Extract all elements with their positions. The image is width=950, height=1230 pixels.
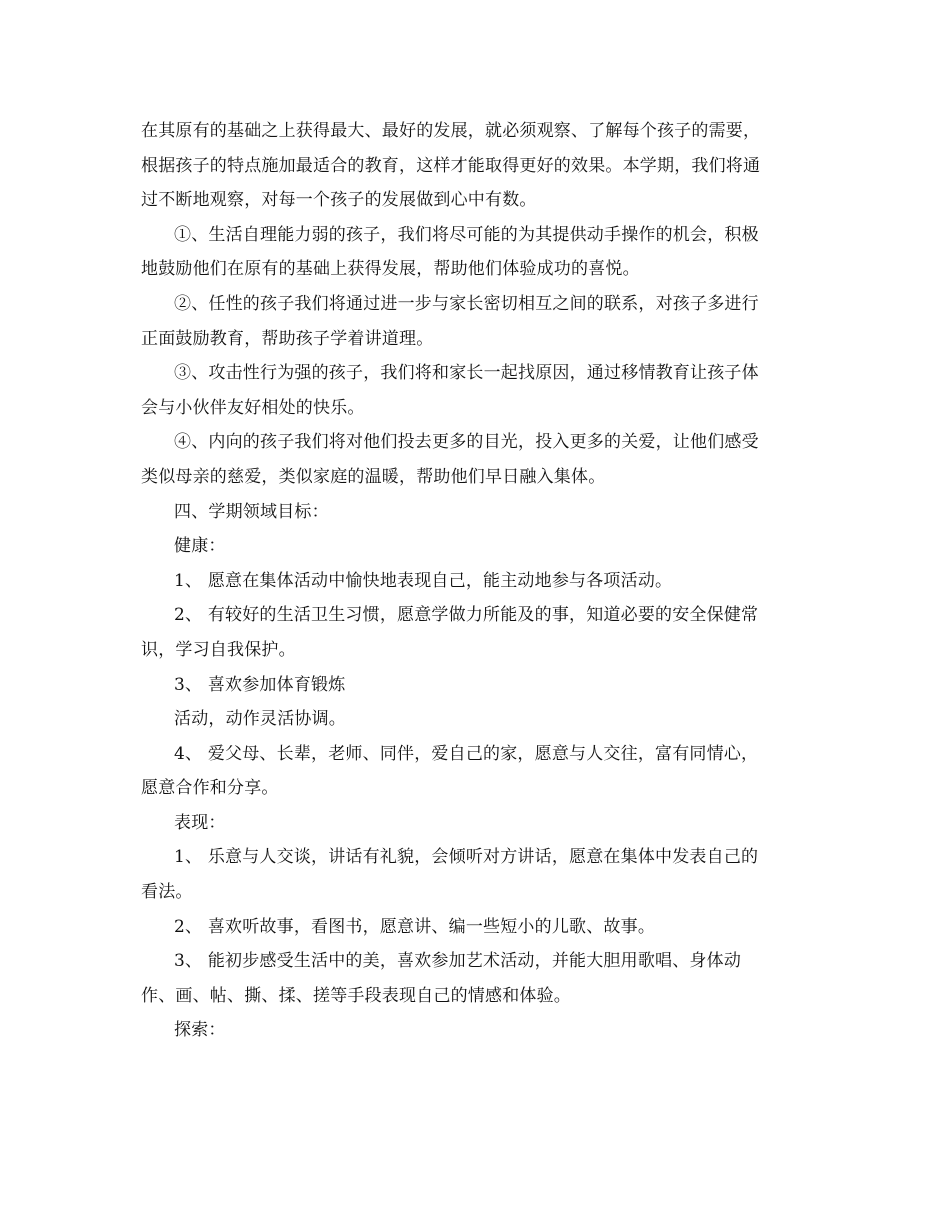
paragraph	[141, 910, 813, 945]
document-body	[141, 114, 813, 1048]
text-line: 1、 乐意与人交谈，讲话有礼貌，会倾听对方讲话，愿意在集体中发表自己的	[174, 847, 759, 868]
text-line: 根据孩子的特点施加最适合的教育，这样才能取得更好的效果。本学期，我们将通	[141, 155, 761, 176]
paragraph	[141, 218, 813, 287]
text-line: 探索：	[174, 1020, 226, 1041]
text-line: 4、 爱父母、长辈，老师、同伴，爱自己的家，愿意与人交往，富有同情心，	[174, 743, 759, 764]
text-line: 愿意合作和分享。	[141, 778, 279, 799]
text-line: 3、 喜欢参加体育锻炼	[174, 674, 346, 695]
paragraph	[141, 737, 813, 806]
paragraph	[141, 668, 813, 703]
paragraph	[141, 944, 813, 1013]
text-line: 活动，动作灵活协调。	[174, 709, 346, 730]
text-line: ②、任性的孩子我们将通过进一步与家长密切相互之间的联系，对孩子多进行	[174, 293, 759, 314]
text-line: 在其原有的基础之上获得最大、最好的发展，就必须观察、了解每个孩子的需要，	[141, 121, 761, 141]
text-line: 识，学习自我保护。	[141, 639, 296, 660]
paragraph	[141, 425, 813, 494]
text-line: 3、 能初步感受生活中的美，喜欢参加艺术活动，并能大胆用歌唱、身体动	[174, 951, 742, 972]
text-line: 类似母亲的慈爱，类似家庭的温暖，帮助他们早日融入集体。	[141, 466, 606, 487]
text-line: 过不断地观察，对每一个孩子的发展做到心中有数。	[141, 190, 537, 211]
paragraph	[141, 114, 813, 218]
text-line: 作、画、帖、撕、揉、搓等手段表现自己的情感和体验。	[141, 985, 571, 1006]
text-line: 健康：	[174, 536, 226, 557]
text-line: 四、学期领域目标：	[174, 501, 329, 522]
paragraph	[141, 806, 813, 841]
paragraph	[141, 287, 813, 356]
text-line: 正面鼓励教育，帮助孩子学着讲道理。	[141, 328, 434, 349]
text-line: 表现：	[174, 812, 226, 833]
paragraph	[141, 1013, 813, 1048]
paragraph	[141, 529, 813, 564]
text-line: 会与小伙伴友好相处的快乐。	[141, 397, 365, 418]
text-line: ④、内向的孩子我们将对他们投去更多的目光，投入更多的关爱，让他们感受	[174, 432, 759, 453]
paragraph	[141, 598, 813, 667]
paragraph	[141, 356, 813, 425]
paragraph	[141, 840, 813, 909]
text-line: ①、生活自理能力弱的孩子，我们将尽可能的为其提供动手操作的机会，积极	[174, 224, 759, 245]
text-line: 地鼓励他们在原有的基础上获得发展，帮助他们体验成功的喜悦。	[141, 259, 640, 280]
text-line: 看法。	[141, 882, 193, 903]
paragraph	[141, 702, 813, 737]
text-line: 2、 有较好的生活卫生习惯，愿意学做力所能及的事，知道必要的安全保健常	[174, 605, 759, 626]
paragraph	[141, 495, 813, 530]
text-line: ③、攻击性行为强的孩子，我们将和家长一起找原因，通过移情教育让孩子体	[174, 363, 759, 384]
paragraph	[141, 564, 813, 599]
text-line: 1、 愿意在集体活动中愉快地表现自己，能主动地参与各项活动。	[174, 570, 673, 591]
text-line: 2、 喜欢听故事，看图书，愿意讲、编一些短小的儿歌、故事。	[174, 916, 656, 937]
